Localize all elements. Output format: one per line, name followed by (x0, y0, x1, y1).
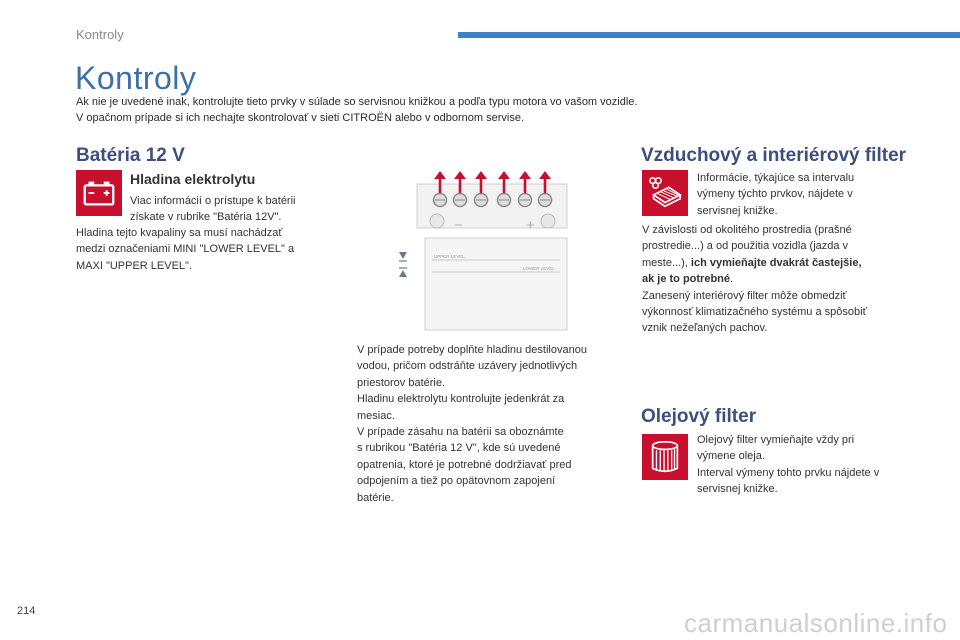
air-filter-icon (642, 170, 688, 216)
header-accent-bar (458, 32, 960, 38)
text-line: Olejový filter vymieňajte vždy pri (697, 434, 855, 446)
emphasis-text: ak je to potrebné (642, 273, 731, 286)
text-line: vodou, pričom odstráňte uzávery jednotlivých (357, 360, 578, 373)
text-line: Interval výmeny tohto prvku nájdete v (697, 466, 880, 479)
battery-icon-graphic (80, 174, 118, 212)
text-line: prostredie...) a od použitia vozidla (jazda v (642, 240, 849, 253)
plus-terminal-label: + (526, 217, 535, 234)
text-span: . (730, 273, 734, 286)
text-line: mesiac. (357, 409, 395, 422)
air-filter-text (642, 222, 867, 337)
page-number: 214 (17, 605, 36, 617)
oil-filter-icon-graphic (646, 438, 684, 476)
text-line: priestorov batérie. (357, 376, 446, 389)
text-span: meste...), (642, 256, 691, 269)
air-filter-icon-text (697, 170, 854, 219)
text-line: Viac informácií o prístupe k batérii (130, 195, 296, 207)
intro-line: V opačnom prípade si ich nechajte skontrolovať v sieti CITROËN alebo v odbornom servise. (76, 112, 525, 124)
battery-icon-text (130, 193, 295, 226)
watermark: carmanualsonline.info (684, 608, 948, 638)
text-line: V prípade potreby doplňte hladinu destilovanou (357, 344, 587, 356)
text-line: Informácie, týkajúce sa intervalu (697, 172, 855, 184)
intro-text (76, 94, 637, 126)
text-line: odpojením a tiež po opätovnom zapojení (357, 475, 556, 488)
minus-terminal-label: − (454, 217, 463, 234)
text-line: Hladinu elektrolytu kontrolujte jedenkrát za (357, 393, 565, 406)
text-line: batérie. (357, 491, 394, 504)
oil-filter-icon (642, 434, 688, 480)
air-filter-heading: Vzduchový a interiérový filter (641, 145, 907, 166)
battery-diagram (392, 166, 568, 332)
text-line: V závislosti od okolitého prostredia (prašné (642, 224, 852, 236)
text-line: výmene oleja. (697, 450, 765, 463)
running-header: Kontroly (76, 27, 124, 42)
emphasis-text: ich vymieňajte dvakrát častejšie, (690, 256, 862, 269)
battery-level-text (76, 225, 294, 274)
text-line: Zanesený interiérový filter môže obmedziť (642, 289, 847, 302)
electrolyte-subheading: Hladina elektrolytu (130, 171, 256, 187)
text-line: servisnej knižke. (697, 483, 778, 496)
text-line: vznik nežeľaných pachov. (642, 322, 768, 335)
level-markers (399, 252, 407, 277)
text-line (642, 271, 867, 287)
text-line (642, 255, 867, 271)
text-line: V prípade zásahu na batérii sa oboznámte (357, 426, 564, 439)
lower-level-label: LOWER LEVEL (523, 266, 555, 271)
text-line: MAXI "UPPER LEVEL". (76, 259, 193, 272)
battery-heading: Batéria 12 V (76, 145, 185, 166)
oil-filter-text (697, 432, 879, 498)
electrolyte-refill-text (357, 342, 587, 506)
page-title: Kontroly (75, 60, 197, 96)
text-line: získate v rubrike "Batéria 12V". (130, 211, 282, 224)
upper-level-label: UPPER LEVEL (434, 254, 465, 259)
text-line: Hladina tejto kvapaliny sa musí nachádzať (76, 227, 283, 239)
text-line: servisnej knižke. (697, 204, 778, 217)
battery-icon (76, 170, 122, 216)
intro-line: Ak nie je uvedené inak, kontrolujte tieto prvky v súlade so servisnou knižkou a podľa typu motora vo vašom vozidle. (76, 96, 638, 108)
text-line: výkonnosť klimatizačného systému a spôsobiť (642, 306, 867, 319)
text-line: s rubrikou "Batéria 12 V", kde sú uvedené (357, 442, 561, 455)
text-line: opatrenia, ktoré je potrebné dodržiavať pred (357, 458, 572, 471)
oil-filter-heading: Olejový filter (641, 406, 757, 427)
text-line: výmeny týchto prvkov, nájdete v (697, 188, 853, 201)
text-line: medzi označeniami MINI "LOWER LEVEL" a (76, 243, 295, 256)
air-filter-icon-graphic (646, 174, 684, 212)
